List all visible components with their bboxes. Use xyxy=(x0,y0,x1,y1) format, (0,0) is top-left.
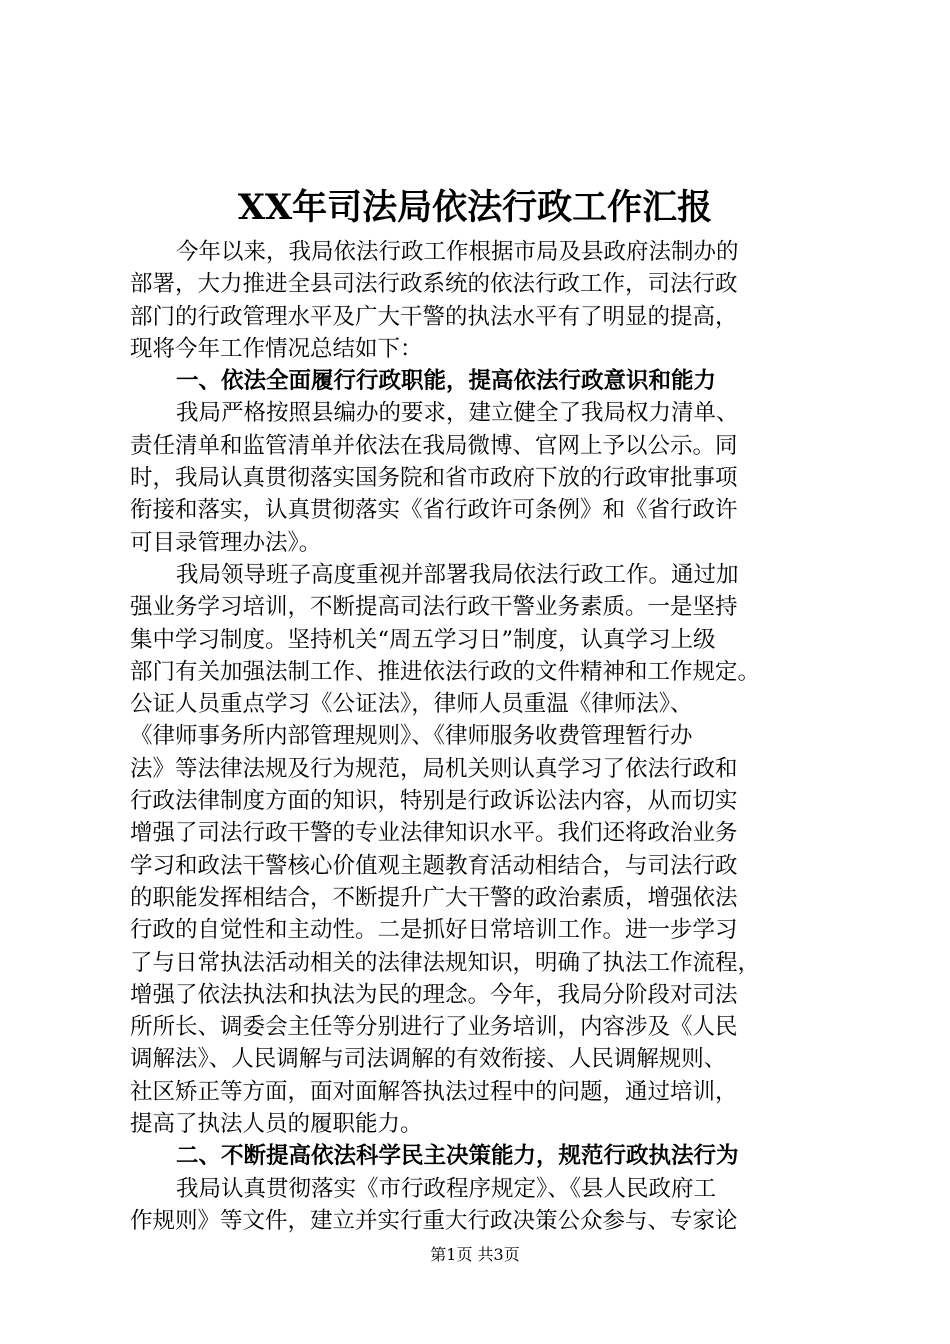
text-line: 部门有关加强法制工作、推进依法行政的文件精神和工作规定。 xyxy=(130,658,761,685)
text-line: 法》等法律法规及行为规范，局机关则认真学习了依法行政和 xyxy=(130,755,738,782)
text-line: 强业务学习培训，不断提高司法行政干警业务素质。一是坚持 xyxy=(130,594,738,621)
page-footer: 第1页 共3页 xyxy=(430,1245,520,1264)
text-line: 增强了司法行政干警的专业法律知识水平。我们还将政治业务 xyxy=(130,820,738,847)
text-line: 作规则》等文件，建立并实行重大行政决策公众参与、专家论 xyxy=(130,1207,738,1234)
text-line: 现将今年工作情况总结如下： xyxy=(130,335,423,362)
text-line: 公证人员重点学习《公证法》，律师人员重温《律师法》、 xyxy=(130,691,693,718)
text-line: 可目录管理办法》。 xyxy=(130,529,322,556)
text-line: 增强了依法执法和执法为民的理念。今年，我局分阶段对司法 xyxy=(130,981,738,1008)
text-line: 我局领导班子高度重视并部署我局依法行政工作。通过加 xyxy=(176,561,739,588)
text-line: 责任清单和监管清单并依法在我局微博、官网上予以公示。同 xyxy=(130,432,738,459)
text-line: 我局认真贯彻落实《市行政程序规定》、《县人民政府工 xyxy=(176,1175,717,1202)
text-line: 时，我局认真贯彻落实国务院和省市政府下放的行政审批事项 xyxy=(130,465,738,492)
text-line: 所所长、调委会主任等分别进行了业务培训，内容涉及《人民 xyxy=(130,1014,738,1041)
text-line: 衔接和落实，认真贯彻落实《省行政许可条例》和《省行政许 xyxy=(130,497,738,524)
text-line: 的职能发挥相结合，不断提升广大干警的政治素质，增强依法 xyxy=(130,884,738,911)
section-heading: 二、不断提高依法科学民主决策能力，规范行政执法行为 xyxy=(176,1143,739,1170)
text-line: 今年以来，我局依法行政工作根据市局及县政府法制办的 xyxy=(176,239,739,265)
text-line: 了与日常执法活动相关的法律法规知识，明确了执法工作流程， xyxy=(130,949,761,976)
text-line: 部署，大力推进全县司法行政系统的依法行政工作，司法行政 xyxy=(130,271,738,298)
document-body xyxy=(130,236,828,1237)
text-line: 社区矫正等方面，面对面解答执法过程中的问题，通过培训， xyxy=(130,1078,738,1105)
text-line: 学习和政法干警核心价值观主题教育活动相结合，与司法行政 xyxy=(130,852,738,879)
text-line: 调解法》、人民调解与司法调解的有效衔接、人民调解规则、 xyxy=(130,1046,727,1073)
text-line: 行政法律制度方面的知识，特别是行政诉讼法内容，从而切实 xyxy=(130,788,738,815)
text-line: 我局严格按照县编办的要求，建立健全了我局权力清单、 xyxy=(176,400,739,427)
section-heading: 一、依法全面履行行政职能，提高依法行政意识和能力 xyxy=(176,368,717,395)
text-line: 集中学习制度。坚持机关“周五学习日”制度，认真学习上级 xyxy=(130,626,716,653)
text-line: 《律师事务所内部管理规则》、《律师服务收费管理暂行办 xyxy=(130,723,693,750)
text-line: 部门的行政管理水平及广大干警的执法水平有了明显的提高， xyxy=(130,303,738,330)
text-line: 行政的自觉性和主动性。二是抓好日常培训工作。进一步学习 xyxy=(130,917,738,944)
text-line: 提高了执法人员的履职能力。 xyxy=(130,1111,423,1138)
document-title: XX年司法局依法行政工作汇报 xyxy=(237,187,713,228)
